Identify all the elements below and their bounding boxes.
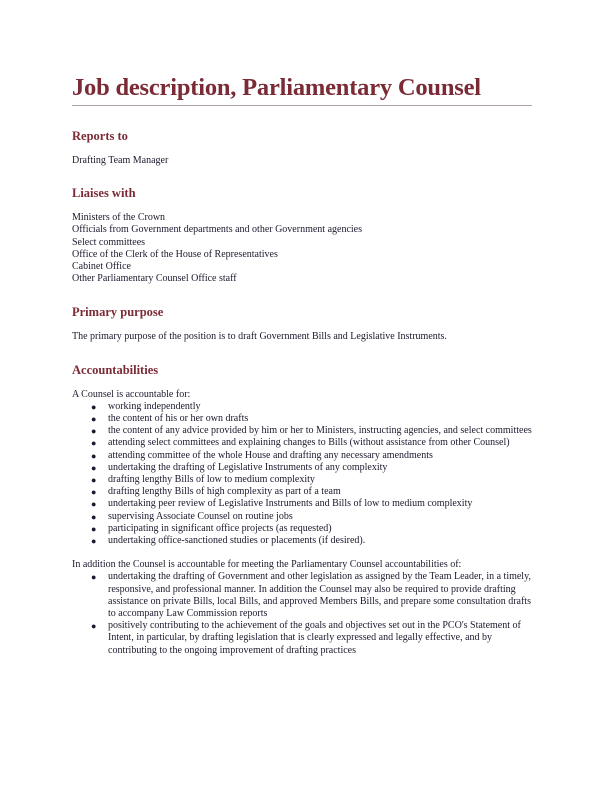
bullet-icon: ● xyxy=(91,401,97,412)
list-item: ● supervising Associate Counsel on routine jobs xyxy=(91,510,293,522)
bullet-icon: ● xyxy=(91,621,97,632)
liaises-with-line: Officials from Government departments and other Government agencies xyxy=(72,224,362,236)
document-page xyxy=(72,74,532,657)
bullet-icon: ● xyxy=(91,462,97,473)
bullet-icon: ● xyxy=(91,438,97,449)
liaises-with-heading: Liaises with xyxy=(72,186,136,201)
bullet-icon: ● xyxy=(91,572,97,583)
bullet-icon: ● xyxy=(91,414,97,425)
liaises-with-line: Other Parliamentary Counsel Office staff xyxy=(72,273,237,285)
liaises-with-line: Ministers of the Crown xyxy=(72,212,166,224)
bullet-icon: ● xyxy=(91,523,97,534)
list-item: ● undertaking the drafting of Legislative Instruments of any complexity xyxy=(91,461,388,473)
primary-purpose-text: The primary purpose of the position is to draft Government Bills and Legislative Instruments. xyxy=(72,331,447,343)
liaises-with-line: Cabinet Office xyxy=(72,261,131,273)
list-item: ● positively contributing to the achievement of the goals and objectives set out in the PCO's Statement of Intent, in particular, by drafting legislation that is clearly expressed and legally effective, and by contributing to the ongoing improvement of drafting practices xyxy=(91,620,521,656)
list-item: ● undertaking peer review of Legislative Instruments and Bills of low to medium complexity xyxy=(91,498,473,510)
liaises-with-line: Select committees xyxy=(72,236,146,248)
primary-purpose-heading: Primary purpose xyxy=(72,305,164,320)
list-item: ● participating in significant office projects (as requested) xyxy=(91,522,332,534)
list-item: ● the content of his or her own drafts xyxy=(91,413,249,425)
list-item: ● drafting lengthy Bills of low to medium complexity xyxy=(91,474,315,486)
bullet-icon: ● xyxy=(91,487,97,498)
liaises-with-list xyxy=(72,212,532,285)
bullet-icon: ● xyxy=(91,511,97,522)
bullet-icon: ● xyxy=(91,475,97,486)
list-item: ● working independently xyxy=(91,400,201,412)
liaises-with-line: Office of the Clerk of the House of Representatives xyxy=(72,248,278,260)
list-item: ● attending committee of the whole House and drafting any necessary amendments xyxy=(91,449,433,461)
bullet-icon: ● xyxy=(91,536,97,547)
list-item: ● the content of any advice provided by him or her to Ministers, instructing agencies, and select committees xyxy=(91,425,532,437)
accountabilities-intro-2: In addition the Counsel is accountable for meeting the Parliamentary Counsel accountabilities of: xyxy=(72,559,462,571)
parliamentary-counsel-accountabilities-list xyxy=(72,571,532,656)
page-title: Job description, Parliamentary Counsel xyxy=(72,74,532,106)
bullet-icon: ● xyxy=(91,450,97,461)
list-item: ● undertaking office-sanctioned studies or placements (if desired). xyxy=(91,535,366,547)
list-item: ● undertaking the drafting of Government and other legislation as assigned by the Team Leader, in a timely, responsive, and professional manner. In addition the Counsel may also be required to provide drafting assistance on private Bills, local Bills, and approved Members Bills, and prepare some consultation drafts to accompany Law Commission reports xyxy=(91,571,531,620)
reports-to-heading: Reports to xyxy=(72,129,128,143)
accountabilities-intro: A Counsel is accountable for: xyxy=(72,388,191,400)
accountabilities-list xyxy=(72,401,532,547)
list-item: ● attending select committees and explaining changes to Bills (without assistance from other Counsel) xyxy=(91,437,510,449)
bullet-icon: ● xyxy=(91,426,97,437)
reports-to-text: Drafting Team Manager xyxy=(72,155,169,166)
accountabilities-heading: Accountabilities xyxy=(72,362,159,377)
list-item: ● drafting lengthy Bills of high complexity as part of a team xyxy=(91,486,341,498)
bullet-icon: ● xyxy=(91,499,97,510)
